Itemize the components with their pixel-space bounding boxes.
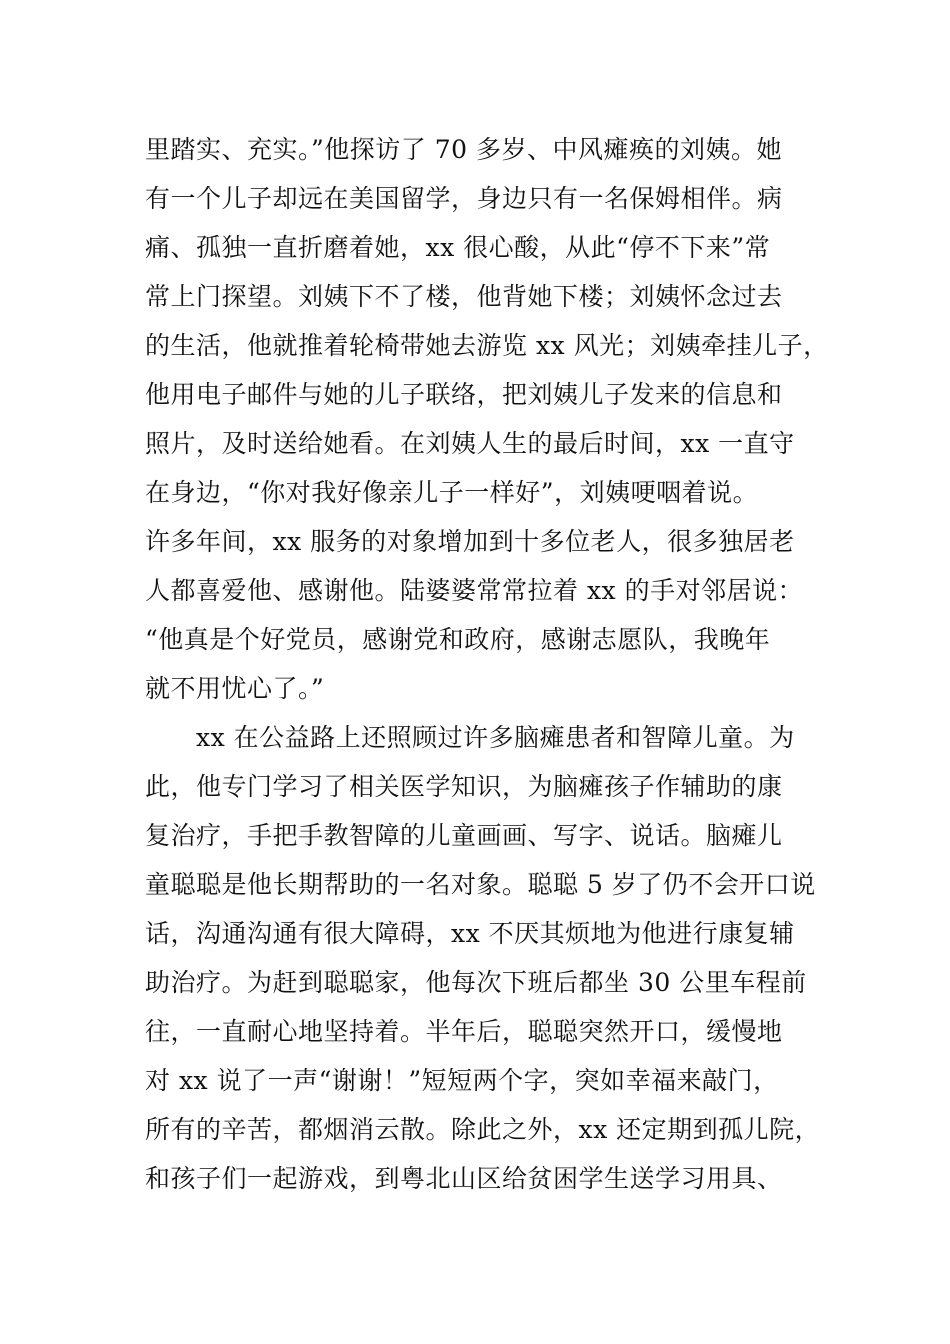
text-line: 所有的辛苦，都烟消云散。除此之外，xx 还定期到孤儿院， bbox=[145, 1115, 821, 1144]
text-line: 许多年间，xx 服务的对象增加到十多位老人，很多独居老 bbox=[145, 527, 795, 556]
text-line: 在身边，“你对我好像亲儿子一样好”，刘姨哽咽着说。 bbox=[145, 478, 759, 507]
text-line: 照片，及时送给她看。在刘姨人生的最后时间，xx 一直守 bbox=[145, 429, 795, 458]
text-line: 和孩子们一起游戏，到粤北山区给贫困学生送学习用具、 bbox=[145, 1164, 783, 1193]
text-line: 里踏实、充实。”他探访了 70 多岁、中风瘫痪的刘姨。她 bbox=[145, 135, 782, 164]
text-line: 话，沟通沟通有很大障碍，xx 不厌其烦地为他进行康复辅 bbox=[145, 919, 795, 948]
body-text bbox=[145, 125, 829, 1203]
text-line: 痛、孤独一直折磨着她，xx 很心酸，从此“停不下来”常 bbox=[145, 233, 771, 262]
text-line: “他真是个好党员，感谢党和政府，感谢志愿队，我晚年 bbox=[145, 625, 771, 654]
text-line: 往，一直耐心地坚持着。半年后，聪聪突然开口，缓慢地 bbox=[145, 1017, 783, 1046]
text-line: 童聪聪是他长期帮助的一名对象。聪聪 5 岁了仍不会开口说 bbox=[145, 870, 816, 899]
text-line: 有一个儿子却远在美国留学，身边只有一名保姆相伴。病 bbox=[145, 184, 783, 213]
text-line: 常上门探望。刘姨下不了楼，他背她下楼；刘姨怀念过去 bbox=[145, 282, 783, 311]
text-line: 对 xx 说了一声“谢谢！”短短两个字，突如幸福来敲门， bbox=[145, 1066, 779, 1095]
text-line: 人都喜爱他、感谢他。陆婆婆常常拉着 xx 的手对邻居说： bbox=[145, 576, 804, 605]
text-line: 此，他专门学习了相关医学知识，为脑瘫孩子作辅助的康 bbox=[145, 772, 783, 801]
text-line: 就不用忧心了。” bbox=[145, 674, 325, 703]
text-line: 的生活，他就推着轮椅带她去游览 xx 风光；刘姨牵挂儿子， bbox=[145, 331, 829, 360]
text-line: 他用电子邮件与她的儿子联络，把刘姨儿子发来的信息和 bbox=[145, 380, 783, 409]
text-line: xx 在公益路上还照顾过许多脑瘫患者和智障儿童。为 bbox=[145, 723, 795, 752]
text-line: 复治疗，手把手教智障的儿童画画、写字、说话。脑瘫儿 bbox=[145, 821, 783, 850]
text-line: 助治疗。为赶到聪聪家，他每次下班后都坐 30 公里车程前 bbox=[145, 968, 807, 997]
